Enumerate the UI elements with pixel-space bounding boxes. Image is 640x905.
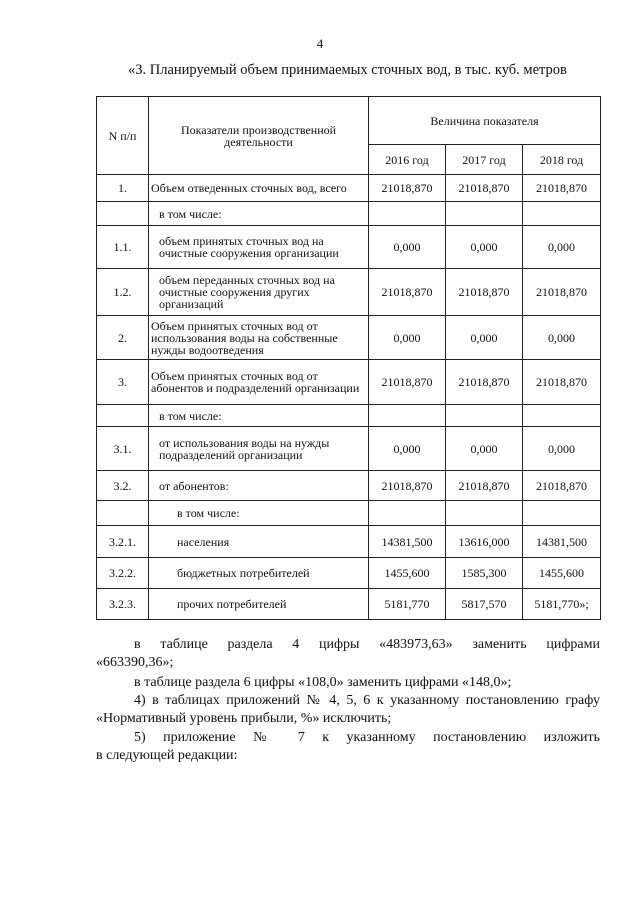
row-value-2018: 21018,870 [523,471,601,501]
row-value-2016: 0,000 [369,226,446,269]
table-row [97,269,601,316]
row-value-2016: 0,000 [369,427,446,471]
table-row [97,316,601,360]
row-value-2016: 21018,870 [369,175,446,202]
header-value-group: Величина показателя [369,97,601,145]
header-year-2018: 2018 год [523,145,601,175]
row-num: 3.2. [97,471,149,501]
paragraph-3-line-2: «Нормативный уровень прибыли, %» исключить; [96,711,392,726]
row-name: в том числе: [149,405,369,427]
table-row [97,202,601,226]
row-name: Объем принятых сточных вод от использования воды на собственные нужды водоотведения [149,316,369,360]
row-value-2017: 0,000 [446,226,523,269]
row-value-2016: 14381,500 [369,526,446,558]
table-heading: «3. Планируемый объем принимаемых сточных вод, в тыс. куб. метров [128,62,567,78]
row-value-2017: 21018,870 [446,269,523,316]
row-value-2016: 21018,870 [369,471,446,501]
paragraph-4-line-1: 5) приложение № 7 к указанному постановлению изложить [134,730,600,745]
paragraph-1-line-1: в таблице раздела 4 цифры «483973,63» заменить цифрами [134,637,600,652]
table-row [97,360,601,405]
row-num [97,501,149,526]
paragraph-1-line-2: «663390,36»; [96,655,174,670]
row-value-2018: 0,000 [523,427,601,471]
row-name: объем принятых сточных вод на очистные сооружения организации [149,226,369,269]
row-name: бюджетных потребителей [149,558,369,589]
row-value-2018: 14381,500 [523,526,601,558]
row-value-2018 [523,405,601,427]
table-row [97,501,601,526]
row-name: прочих потребителей [149,589,369,620]
table-row [97,526,601,558]
row-value-2016 [369,405,446,427]
row-num: 3.2.2. [97,558,149,589]
row-value-2017: 21018,870 [446,175,523,202]
paragraph-4-line-2: в следующей редакции: [96,748,238,763]
row-value-2017: 21018,870 [446,360,523,405]
row-num: 2. [97,316,149,360]
table-row [97,427,601,471]
header-year-2017: 2017 год [446,145,523,175]
row-value-2017: 1585,300 [446,558,523,589]
row-value-2017: 21018,870 [446,471,523,501]
row-value-2018 [523,202,601,226]
row-value-2018: 0,000 [523,226,601,269]
row-name: Объем отведенных сточных вод, всего [149,175,369,202]
row-num: 3.2.3. [97,589,149,620]
row-value-2016: 1455,600 [369,558,446,589]
row-value-2017 [446,405,523,427]
row-num: 1. [97,175,149,202]
table-row [97,589,601,620]
paragraph-2: в таблице раздела 6 цифры «108,0» заменить цифрами «148,0»; [134,675,512,690]
row-num: 3.1. [97,427,149,471]
row-value-2016: 5181,770 [369,589,446,620]
header-indicators: Показатели производственной деятельности [149,97,369,175]
row-num [97,405,149,427]
row-value-2017: 5817,570 [446,589,523,620]
row-value-2018: 1455,600 [523,558,601,589]
row-value-2016 [369,202,446,226]
row-value-2017: 0,000 [446,316,523,360]
row-value-2016 [369,501,446,526]
row-name: от использования воды на нужды подразделений организации [149,427,369,471]
row-value-2018: 21018,870 [523,175,601,202]
table-row [97,226,601,269]
table-row [97,405,601,427]
row-value-2018: 0,000 [523,316,601,360]
row-num [97,202,149,226]
paragraph-3-line-1: 4) в таблицах приложений № 4, 5, 6 к указанному постановлению графу [134,693,600,708]
row-value-2016: 21018,870 [369,269,446,316]
row-value-2017 [446,202,523,226]
row-value-2017: 13616,000 [446,526,523,558]
header-num: N п/п [97,97,149,175]
row-name: от абонентов: [149,471,369,501]
row-name: в том числе: [149,501,369,526]
row-value-2018 [523,501,601,526]
page-number: 4 [316,36,324,51]
row-name: Объем принятых сточных вод от абонентов и подразделений организации [149,360,369,405]
row-value-2016: 0,000 [369,316,446,360]
row-value-2018: 5181,770»; [523,589,601,620]
row-num: 1.1. [97,226,149,269]
wastewater-volume-table [96,96,601,620]
table-row [97,558,601,589]
row-value-2017: 0,000 [446,427,523,471]
row-value-2018: 21018,870 [523,269,601,316]
row-value-2017 [446,501,523,526]
table-row [97,471,601,501]
row-num: 3. [97,360,149,405]
row-name: объем переданных сточных вод на очистные сооружения других организаций [149,269,369,316]
row-num: 3.2.1. [97,526,149,558]
row-name: в том числе: [149,202,369,226]
row-value-2016: 21018,870 [369,360,446,405]
table-row [97,175,601,202]
header-year-2016: 2016 год [369,145,446,175]
row-num: 1.2. [97,269,149,316]
row-name: населения [149,526,369,558]
row-value-2018: 21018,870 [523,360,601,405]
